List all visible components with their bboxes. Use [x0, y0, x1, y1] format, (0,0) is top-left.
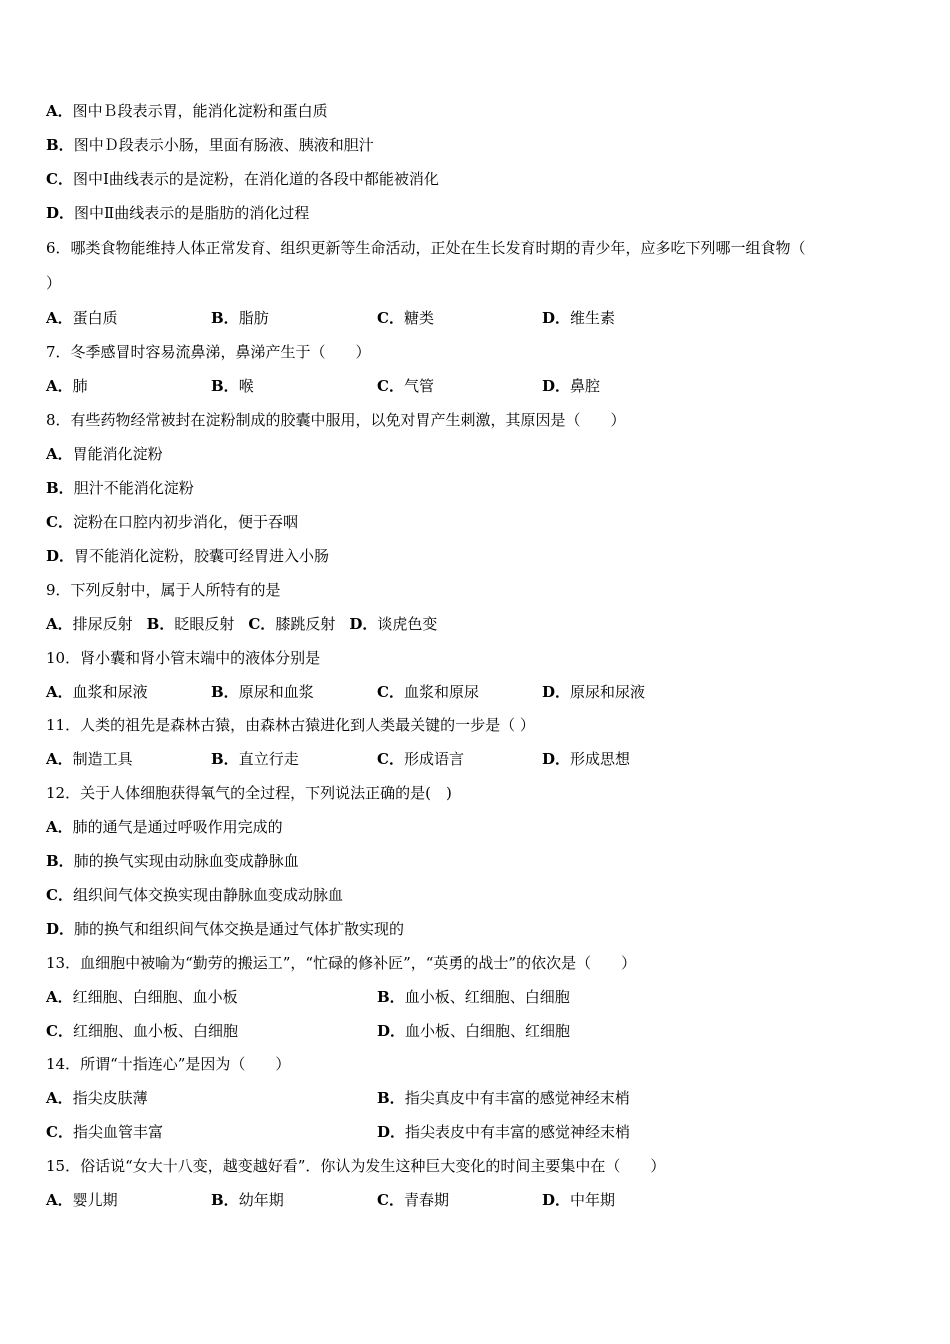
question-stem: 7．冬季感冒时容易流鼻涕，鼻涕产生于（ ） — [46, 343, 371, 361]
option — [211, 748, 299, 770]
option-label: A． — [46, 615, 73, 633]
option-label: D． — [349, 615, 378, 633]
option-text: 中年期 — [570, 1191, 616, 1209]
option-label: A． — [46, 1191, 73, 1209]
option-label: B． — [211, 1191, 239, 1209]
option-label: D． — [542, 750, 571, 768]
option-label: A． — [46, 309, 73, 327]
option-label: C． — [46, 1123, 73, 1141]
option-text: 形成语言 — [403, 750, 464, 768]
option-text: 糖类 — [403, 309, 434, 327]
option — [46, 1020, 238, 1042]
option-line — [46, 168, 904, 190]
option-line — [46, 202, 904, 224]
option — [46, 307, 118, 329]
option-text: 红细胞、血小板、白细胞 — [72, 1022, 238, 1040]
option-text: 血小板、红细胞、白细胞 — [404, 988, 570, 1006]
option-label: D． — [377, 1022, 406, 1040]
option-label: B． — [211, 309, 239, 327]
option — [542, 681, 645, 703]
option-label: D． — [46, 920, 75, 938]
option-label: C． — [377, 377, 404, 395]
option — [377, 1087, 630, 1109]
option-label: D． — [542, 377, 571, 395]
option-label: B． — [211, 377, 239, 395]
option-text: 谈虎色变 — [377, 615, 438, 633]
option-row — [46, 1189, 904, 1211]
option-row — [46, 1020, 904, 1042]
option-text: 制造工具 — [72, 750, 133, 768]
option-text: 淀粉在口腔内初步消化，便于吞咽 — [72, 513, 298, 531]
option-text: 指尖血管丰富 — [72, 1123, 163, 1141]
option — [377, 1020, 570, 1042]
option-line — [46, 511, 904, 533]
option-label: B． — [211, 683, 239, 701]
option-text: 图中Ｄ段表示小肠，里面有肠液、胰液和胆汁 — [73, 136, 374, 154]
option-label: A． — [46, 102, 73, 120]
option-label: B． — [211, 750, 239, 768]
option-text: 肺 — [72, 377, 88, 395]
option-text: 血小板、白细胞、红细胞 — [405, 1022, 571, 1040]
option-text: 肺的换气和组织间气体交换是通过气体扩散实现的 — [74, 920, 405, 938]
option — [377, 986, 570, 1008]
option-label: C． — [46, 170, 73, 188]
question-stem-continued: ） — [46, 274, 62, 292]
question-stem: 10．肾小囊和肾小管末端中的液体分别是 — [46, 649, 321, 667]
option-line — [46, 477, 904, 499]
option-text: 蛋白质 — [72, 309, 118, 327]
option-text: 形成思想 — [570, 750, 631, 768]
option-label: B． — [46, 479, 74, 497]
option — [46, 1087, 148, 1109]
option — [349, 615, 437, 633]
option-label: D． — [46, 204, 75, 222]
option-row — [46, 613, 904, 635]
option-text: 指尖皮肤薄 — [72, 1089, 148, 1107]
option — [377, 1121, 630, 1143]
option-text: 指尖真皮中有丰富的感觉神经末梢 — [404, 1089, 630, 1107]
option — [46, 748, 133, 770]
option-label: D． — [377, 1123, 406, 1141]
option-row — [46, 375, 904, 397]
option-label: A． — [46, 445, 73, 463]
question-stem: 12．关于人体细胞获得氧气的全过程，下列说法正确的是( ) — [46, 784, 452, 802]
option — [377, 681, 479, 703]
option — [542, 748, 630, 770]
option-label: C． — [248, 615, 276, 633]
option-line — [46, 850, 904, 872]
option-line — [46, 134, 904, 156]
option — [377, 307, 434, 329]
option-row — [46, 1087, 904, 1109]
option-label: C． — [46, 1022, 73, 1040]
question-stem: 13．血细胞中被喻为“勤劳的搬运工”，“忙碌的修补匠”，“英勇的战士”的依次是（ ） — [46, 954, 637, 972]
option-text: 组织间气体交换实现由静脉血变成动脉血 — [72, 886, 343, 904]
option-text: 血浆和原尿 — [403, 683, 479, 701]
option-text: 图中Ｂ段表示胃，能消化淀粉和蛋白质 — [72, 102, 328, 120]
option — [46, 1121, 163, 1143]
option-line — [46, 918, 904, 940]
option-label: A． — [46, 750, 73, 768]
option-line — [46, 443, 904, 465]
option-label: C． — [377, 683, 404, 701]
option-text: 红细胞、白细胞、血小板 — [72, 988, 238, 1006]
option-label: B． — [377, 1089, 405, 1107]
option-text: 肺的通气是通过呼吸作用完成的 — [72, 818, 283, 836]
option-label: D． — [542, 1191, 571, 1209]
option — [211, 307, 269, 329]
option-row — [46, 681, 904, 703]
option — [377, 748, 464, 770]
option-label: D． — [46, 547, 75, 565]
option-row — [46, 1121, 904, 1143]
option-text: 眨眼反射 — [174, 615, 235, 633]
option-label: C． — [46, 513, 73, 531]
question-stem: 15．俗话说“女大十八变，越变越好看”．你认为发生这种巨大变化的时间主要集中在（ ） — [46, 1157, 666, 1175]
option — [211, 1189, 284, 1211]
option-label: B． — [46, 852, 74, 870]
option-text: 喉 — [238, 377, 254, 395]
option — [147, 615, 235, 633]
option-text: 指尖表皮中有丰富的感觉神经末梢 — [405, 1123, 631, 1141]
option-text: 胆汁不能消化淀粉 — [73, 479, 194, 497]
option — [248, 615, 335, 633]
option-text: 膝跳反射 — [275, 615, 336, 633]
option-label: C． — [377, 1191, 404, 1209]
option-text: 幼年期 — [238, 1191, 284, 1209]
option-line — [46, 545, 904, 567]
option-text: 原尿和尿液 — [570, 683, 646, 701]
option-text: 直立行走 — [238, 750, 299, 768]
option — [542, 1189, 615, 1211]
option-line — [46, 884, 904, 906]
option-label: A． — [46, 988, 73, 1006]
option-label: C． — [377, 309, 404, 327]
option — [46, 986, 238, 1008]
option-label: D． — [542, 309, 571, 327]
option — [46, 615, 133, 633]
question-stem: 6．哪类食物能维持人体正常发育、组织更新等生命活动，正处在生长发育时期的青少年，应多吃下列哪一组食物（ — [46, 239, 806, 257]
option — [377, 1189, 449, 1211]
option-label: D． — [542, 683, 571, 701]
option-label: A． — [46, 683, 73, 701]
option — [377, 375, 434, 397]
option — [542, 375, 600, 397]
option-text: 青春期 — [403, 1191, 449, 1209]
option-text: 脂肪 — [238, 309, 269, 327]
option-text: 维生素 — [570, 309, 616, 327]
option-line — [46, 816, 904, 838]
question-stem: 14．所谓“十指连心”是因为（ ） — [46, 1055, 291, 1073]
option-text: 胃不能消化淀粉，胶囊可经胃进入小肠 — [74, 547, 330, 565]
option-label: A． — [46, 818, 73, 836]
option-label: A． — [46, 377, 73, 395]
option-text: 图中Ⅱ曲线表示的是脂肪的消化过程 — [74, 204, 310, 222]
option — [46, 375, 88, 397]
option-row — [46, 307, 904, 329]
option-label: A． — [46, 1089, 73, 1107]
option-text: 原尿和血浆 — [238, 683, 314, 701]
option-label: B． — [377, 988, 405, 1006]
option — [211, 375, 254, 397]
option-row — [46, 748, 904, 770]
option — [542, 307, 615, 329]
option-text: 胃能消化淀粉 — [72, 445, 163, 463]
option-text: 肺的换气实现由动脉血变成静脉血 — [73, 852, 299, 870]
question-stem: 9．下列反射中，属于人所特有的是 — [46, 581, 281, 599]
option — [211, 681, 314, 703]
option-row — [46, 986, 904, 1008]
option-text: 鼻腔 — [570, 377, 601, 395]
option-line — [46, 100, 904, 122]
option-text: 图中Ⅰ曲线表示的是淀粉，在消化道的各段中都能被消化 — [72, 170, 439, 188]
question-stem: 8．有些药物经常被封在淀粉制成的胶囊中服用，以免对胃产生刺激，其原因是（ ） — [46, 411, 626, 429]
option — [46, 681, 148, 703]
option-label: B． — [46, 136, 74, 154]
option-text: 排尿反射 — [72, 615, 133, 633]
option-text: 血浆和尿液 — [72, 683, 148, 701]
option-text: 婴儿期 — [72, 1191, 118, 1209]
option-label: B． — [146, 615, 175, 633]
question-stem: 11．人类的祖先是森林古猿，由森林古猿进化到人类最关键的一步是（ ） — [46, 716, 535, 734]
option-label: C． — [377, 750, 404, 768]
option — [46, 1189, 118, 1211]
option-label: C． — [46, 886, 73, 904]
option-text: 气管 — [403, 377, 434, 395]
